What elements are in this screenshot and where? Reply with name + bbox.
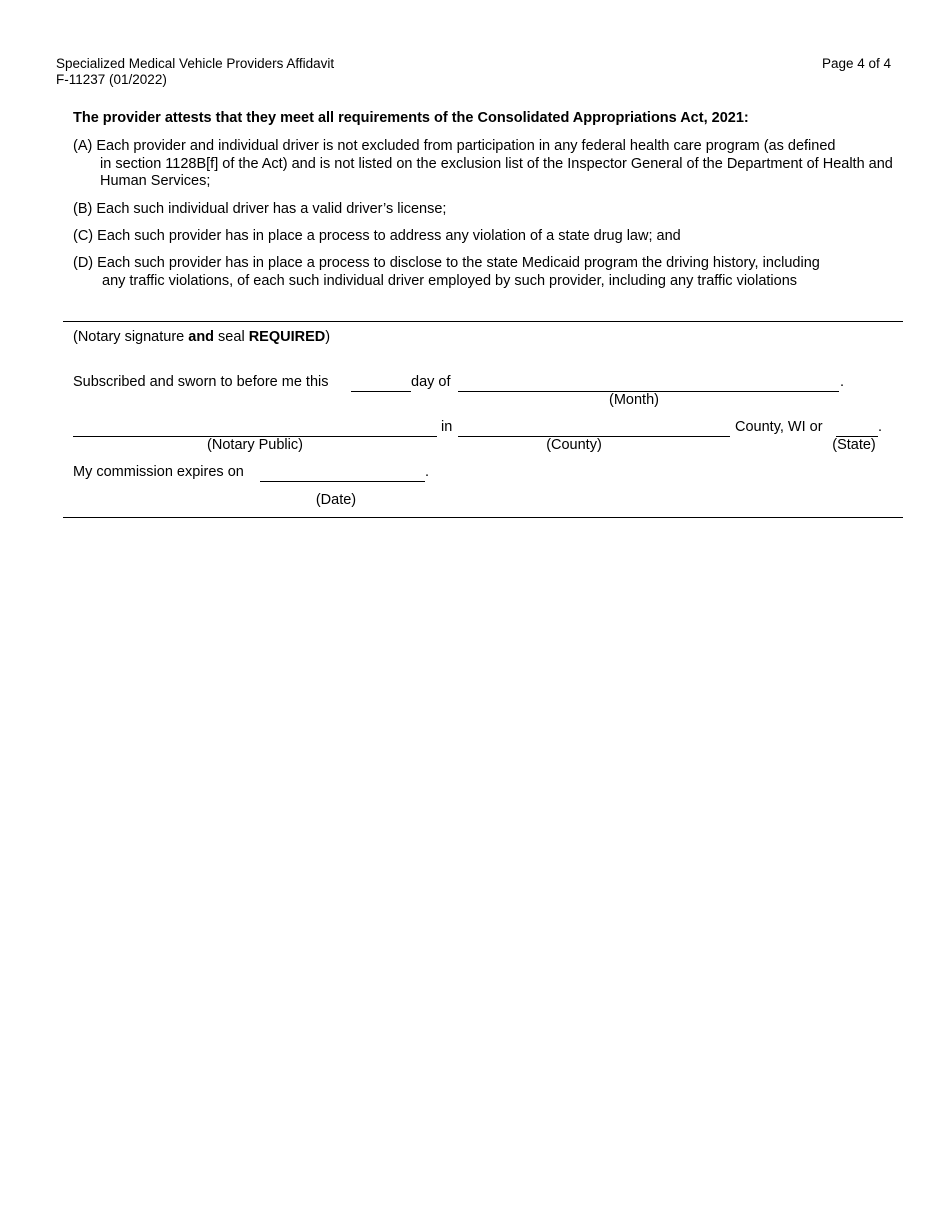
county-caption: (County) xyxy=(546,437,602,453)
attestation-item-a-first: (A) Each provider and individual driver is not excluded from participation in any federal health care program (as defined xyxy=(73,138,836,154)
form-number: F-11237 (01/2022) xyxy=(56,72,167,87)
attestation-item-c xyxy=(73,228,903,246)
notary-req-suffix: ) xyxy=(325,329,331,345)
month-caption: (Month) xyxy=(609,392,659,408)
notary-req-mid: seal xyxy=(214,329,249,345)
form-title: Specialized Medical Vehicle Providers Affidavit xyxy=(56,56,335,71)
notary-req-prefix: (Notary signature xyxy=(73,329,189,345)
commission-period: . xyxy=(425,464,430,480)
commission-text: My commission expires on xyxy=(73,464,244,480)
date-caption: (Date) xyxy=(315,492,357,508)
attestation-item-b xyxy=(73,201,903,219)
day-field[interactable] xyxy=(351,391,411,392)
in-text: in xyxy=(441,419,453,435)
notary-box-top-rule xyxy=(63,321,903,322)
attestation-item-c-first: (C) Each such provider has in place a process to address any violation of a state drug law; and xyxy=(73,228,681,244)
notary-requirement-note xyxy=(73,329,330,347)
notary-box-bottom-rule xyxy=(63,517,903,518)
sworn-text: Subscribed and sworn to before me this xyxy=(73,374,329,390)
attestation-item-b-first: (B) Each such individual driver has a valid driver’s license; xyxy=(73,201,447,217)
state-caption: (State) xyxy=(832,437,876,453)
day-of-text: day of xyxy=(411,374,451,390)
attestation-item-a-rest: in section 1128B[f] of the Act) and is not listed on the exclusion list of the Inspector General of the Department of Health and Human Services; xyxy=(100,155,893,189)
notary-req-required: REQUIRED xyxy=(248,329,326,345)
page-number: Page 4 of 4 xyxy=(822,56,892,71)
month-period: . xyxy=(840,374,845,390)
notary-req-and: and xyxy=(188,329,215,345)
notary-public-caption: (Notary Public) xyxy=(207,437,303,453)
county-wi-or-text: County, WI or xyxy=(735,419,823,435)
attestation-item-d xyxy=(73,255,903,290)
attestation-item-a xyxy=(73,138,903,191)
commission-date-field[interactable] xyxy=(260,481,425,482)
attestation-item-d-first: (D) Each such provider has in place a process to disclose to the state Medicaid program the driving history, including xyxy=(73,255,820,271)
state-period: . xyxy=(878,419,883,435)
attestation-item-d-rest: any traffic violations, of each such individual driver employed by such provider, including any traffic violations xyxy=(102,272,798,289)
attestation-heading: The provider attests that they meet all requirements of the Consolidated Appropriations Act, 2021: xyxy=(73,110,749,126)
